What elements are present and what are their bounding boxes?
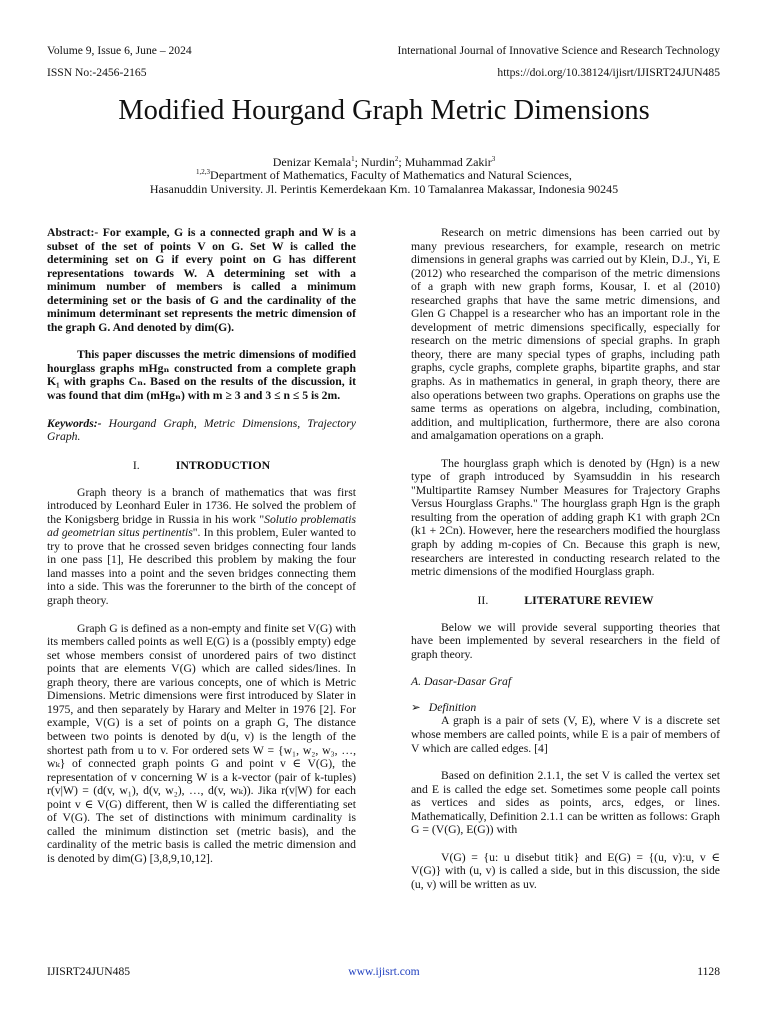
section-title: INTRODUCTION [175, 457, 271, 472]
page-number: 1128 [697, 965, 720, 978]
arrow-bullet-icon: ➢ [411, 700, 421, 714]
section-heading-introduction [47, 458, 356, 472]
author-1: Denizar Kemala [272, 155, 352, 169]
author-3-sup: 3 [491, 155, 496, 163]
footer-paper-id: IJISRT24JUN485 [47, 965, 131, 978]
author-2: Nurdin [360, 155, 395, 169]
author-separator: ; [354, 155, 361, 169]
intro-paragraph-2: Graph G is defined as a non-empty and finite set V(G) with its members called points as well E(G) is a (possibly empty) edge set whose members consist of unordered pairs of two distinct points that are elements V(G) which are called sides/lines. In graph theory, there are various concepts, one of which is Metric Dimensions. Metric dimensions were first introduced by Slater in 1975, and then separately by Harary and Melter in 1976 [2]. For example, V(G) is a set of points on a graph G, The distance between two points is denoted by d(u, v) is the length of the shortest path from u to v. For ordered sets W = {w₁, w₂, w₃, …, wₖ} of connected graph points G and point v ∈ V(G), the representation of v concerning W is a k-vector (pair of k-tuples) r(v|W) = (d(v, w₁), d(v, w₂), …, d(v, wₖ)). Jika r(v|W) for each point v ∈ V(G) different, then W is called the differentiating set of V(G). The set of distinctions with minimum cardinality is called the minimum distinction set (metric basis), and the cardinality of the metric basis is called the metric dimension and is denoted by dim(G) [3,8,9,10,12]. [47, 621, 356, 865]
journal-name: International Journal of Innovative Science and Research Technology [397, 44, 720, 57]
section-number: I. [132, 457, 140, 472]
author-1-sup: 1 [351, 155, 355, 163]
address: Hasanuddin University. Jl. Perintis Kemerdekaan Km. 10 Tamalanrea Makassar, Indonesia 90245 [149, 182, 619, 196]
subsection-heading: A. Dasar-Dasar Graf [411, 675, 512, 689]
author-separator: ; [398, 155, 405, 169]
body-paragraph-3: Based on definition 2.1.1, the set V is called the vertex set and E is called the edge set. Sometimes some people call points as vertices and sides as points, arcs, edges, or lines. Mathematically, Definition 2.1.1 can be written as follows: Graph G = (V(G), E(G)) with [411, 769, 720, 837]
body-paragraph-4: V(G) = {u: u disebut titik} and E(G) = {(u, v):u, v ∈ V(G)} with (u, v) is called a side, but in this discussion, the side (u, v) will be written as uv. [411, 850, 720, 891]
website-link[interactable]: www.ijisrt.com [348, 965, 420, 978]
right-column [411, 226, 720, 905]
left-column [47, 226, 356, 879]
literature-intro-paragraph: Below we will provide several supporting theories that have been implemented by several researchers in the field of graph theory. [411, 620, 720, 661]
volume-info: Volume 9, Issue 6, June – 2024 [47, 44, 192, 57]
intro-paragraph [47, 486, 356, 608]
abstract-paragraph: Abstract:- For example, G is a connected graph and W is a subset of the set of points V on G. Set W is called the determining set on G if every point on G has different representations towards W. A determining set with a minimum number of members is called a minimum determining set or the basis of G and the cardinality of the minimum determinant set represents the metric dimension of the graph G. And denoted by dim(G). [47, 226, 356, 334]
definition-heading [411, 701, 720, 715]
keywords-label: Keywords:- [47, 416, 102, 430]
paper-title: Modified Hourgand Graph Metric Dimensions [118, 95, 650, 126]
definition-label: Definition [428, 700, 477, 714]
department-sup: 1,2,3 [196, 168, 211, 176]
section-heading-literature-review [411, 593, 720, 607]
body-paragraph-2: The hourglass graph which is denoted by (Hgn) is a new type of graph introduced by Syamsuddin in his research "Multipartite Ramsey Number Measures for Trajectory Graphs Versus Hourglass Graphs." The hourglass graph Hgn is the graph resulting from the operation of adding graph K1 with graph 2Cn (k1 + 2Cn). However, here the researchers modified the hourglass graph by adding m-copies of Cn. Because this graph is new, researchers are interested in conducting research related to the metric dimensions of the modified Hourglass graph. [411, 456, 720, 579]
intro-text-b: ". In this problem, Euler wanted to try to prove that he crossed seven bridges connecting four lands in one pass [1], He described this problem by making the four land masses into a point and the seven bridges connecting them into a side. This was the forerunner to the birth of the concept of graph theory. [47, 526, 356, 608]
keywords-text: Hourgand Graph, Metric Dimensions, Trajectory Graph. [47, 416, 356, 444]
author-list [0, 155, 768, 169]
abstract-paragraph-2: This paper discusses the metric dimensions of modified hourglass graphs mHgₙ constructed from a complete graph K₁ with graphs Cₙ. Based on the results of the discussion, it was found that dim (mHgₙ) with m ≥ 3 and 3 ≤ n ≤ 5 is 2m. [47, 348, 356, 403]
keywords [47, 417, 356, 444]
author-3: Muhammad Zakir [404, 155, 492, 169]
intro-latin-title: Solutio problematis ad geometrian situs pertinentis [47, 512, 356, 540]
intro-text-a: Graph theory is a branch of mathematics that was first introduced by Leonhard Euler in 1736. He solved the problem of the Konigsberg bridge in Russia in his work " [47, 485, 356, 526]
section-title: LITERATURE REVIEW [524, 592, 654, 607]
author-2-sup: 2 [394, 155, 399, 163]
department-text: Department of Mathematics, Faculty of Mathematics and Natural Sciences, [210, 168, 572, 182]
doi-link[interactable]: https://doi.org/10.38124/ijisrt/IJISRT24JUN485 [497, 66, 720, 79]
definition-paragraph: A graph is a pair of sets (V, E), where V is a discrete set whose members are called points, while E is a pair of members of V which are called edges. [4] [411, 714, 720, 755]
department [0, 168, 768, 182]
body-paragraph: Research on metric dimensions has been carried out by many previous researchers, for example, research on metric dimensions in general graphs was carried out by Klein, D.J., Yi, E (2012) who researched the comparison of the metric dimensions of a graph with new graph forms, Kousar, I. et al (2010) researched graphs that have the same metric dimensions, and Glen G Chappel is a researcher who has an important role in the development of metric dimensions specifically, especially for research on the metric dimensions of special graphs. In graph theory, there are many special types of graphs, including path graphs, cycle graphs, complete graphs, bipartite graphs, and star graphs. As in mathematics in general, in graph theory, there are also operations between two graphs. Operations on graphs use the same terms as operations on algebra, including, combination, addition, and multiplication, furthermore, there are also corona and amalgamation operations on a graph. [411, 226, 720, 443]
footer-website [0, 965, 768, 979]
issn: ISSN No:-2456-2165 [47, 66, 147, 79]
section-number: II. [477, 592, 489, 607]
